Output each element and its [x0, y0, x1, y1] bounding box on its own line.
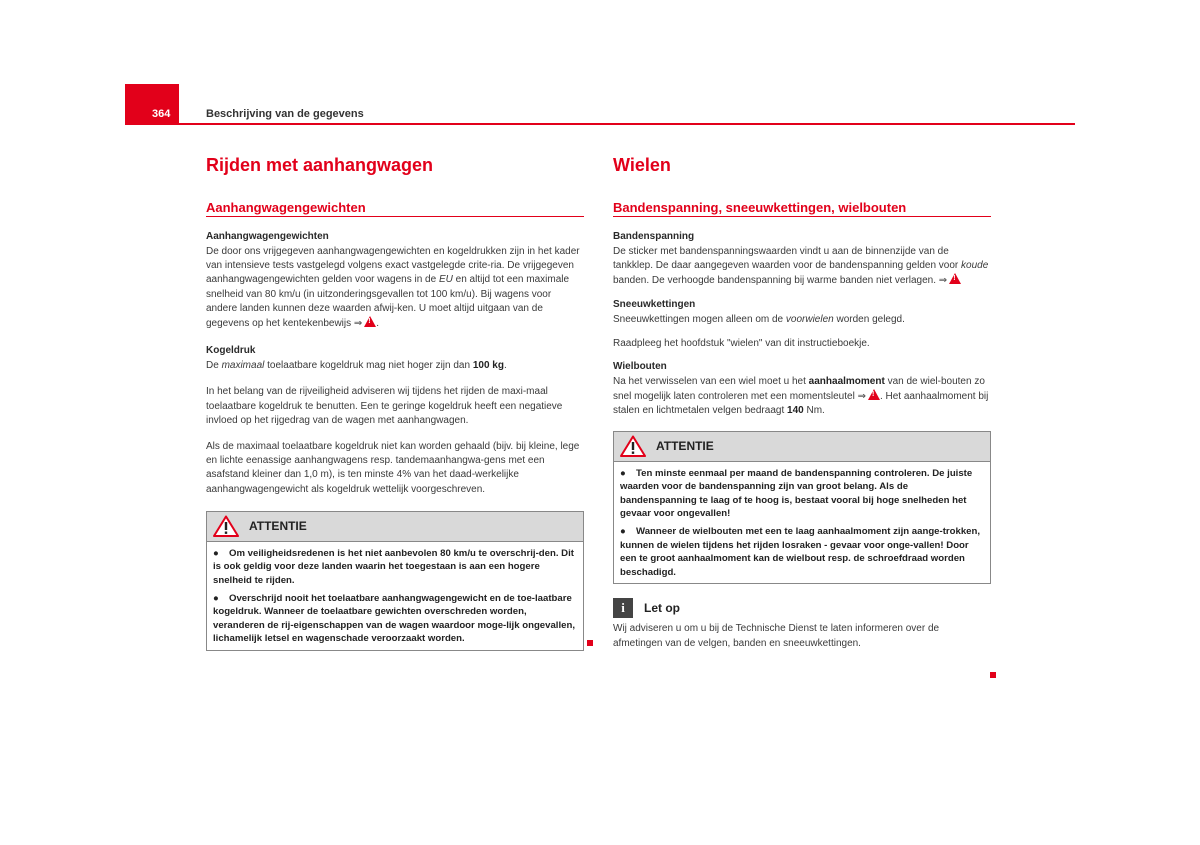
attentie-item: ● Wanneer de wielbouten met een te laag aanhaalmoment zijn aange-trokken, kunnen de wielen tijdens het rijden losraken - gevaar voor onge-vallen! Door een te groot aanhaalmoment kan de wielbout resp. de schroefdraad worden beschadigd. — [620, 526, 981, 578]
paragraph-wielbouten: Na het verwisselen van een wiel moet u het aanhaalmoment van de wiel-bouten zo snel mogelijk laten controleren met een momentsleutel ⇒! . Het aanhaalmoment bij stalen en lichtmetalen velgen bedraagt 140 Nm. — [613, 375, 991, 419]
left-column — [206, 155, 584, 651]
heading-bandenspanning: Bandenspanning — [613, 231, 695, 242]
note-title: Let op — [644, 601, 680, 616]
section-title: Wielen — [613, 155, 671, 175]
running-header: Beschrijving van de gegevens — [206, 108, 364, 120]
subsection-title: Aanhangwagengewichten — [206, 200, 584, 217]
paragraph-sneeuwkettingen-1: Sneeuwkettingen mogen alleen om de voorwielen worden gelegd. — [613, 313, 905, 325]
right-column — [613, 155, 991, 651]
paragraph-kogeldruk-1: De maximaal toelaatbare kogeldruk mag niet hoger zijn dan 100 kg. — [206, 360, 507, 372]
end-of-section-marker — [990, 672, 996, 678]
warning-triangle-icon — [213, 515, 239, 537]
attentie-item: ● Overschrijd nooit het toelaatbare aanhangwagengewicht en de toe-laatbare kogeldruk. Wanneer de toelaatbare gewichten overschreden worden, veranderen de rij-eigenschappen van de wagen waardoor moge-lijk ongevallen, lichamelijk letsel en wagenschade veroorzaakt worden. — [213, 592, 576, 645]
paragraph-kogeldruk-3: Als de maximaal toelaatbare kogeldruk niet kan worden gehaald (bijv. bij kleine, lege en lichte eenassige aanhangwagens resp. tandemaanhangwa-gens met een asafstand kleiner dan 1,0 m), is ten minste 4% van het daad-werkelijke aanhangwagengewicht als kogeldruk wettelijk voorgeschreven. — [206, 441, 580, 495]
attentie-title: ATTENTIE — [249, 519, 307, 534]
paragraph-bandenspanning: De sticker met bandenspanningswaarden vindt u aan de binnenzijde van de tankklep. De daar aangegeven waarden voor de bandenspanning gelden voor koude banden. De verhoogde bandenspanning bij warme banden niet verlagen. ⇒! — [613, 245, 991, 289]
heading-weights: Aanhangwagengewichten — [206, 231, 329, 242]
info-icon: i — [613, 598, 633, 618]
paragraph-kogeldruk-2: In het belang van de rijveiligheid adviseren wij tijdens het rijden de maxi-maal toelaatbare kogeldruk te benutten. Een te geringe kogeldruk heeft een negatieve invloed op het rijgedrag van de wagen met aanhangwagen. — [206, 386, 563, 426]
note-text: Wij adviseren u om u bij de Technische Dienst te laten informeren over de afmetingen van de velgen, banden en sneeuwkettingen. — [613, 623, 940, 649]
warning-icon[interactable] — [364, 316, 376, 327]
header-rule — [125, 123, 1075, 125]
end-of-section-marker — [587, 640, 593, 646]
attentie-title: ATTENTIE — [656, 439, 714, 454]
heading-wielbouten: Wielbouten — [613, 361, 667, 373]
attentie-box — [613, 431, 991, 585]
subsection-title: Bandenspanning, sneeuwkettingen, wielbouten — [613, 200, 991, 217]
heading-kogeldruk: Kogeldruk — [206, 345, 256, 357]
attentie-header — [614, 432, 990, 462]
warning-triangle-icon — [620, 435, 646, 457]
warning-icon[interactable] — [868, 389, 880, 400]
attentie-header — [207, 512, 583, 542]
section-title: Rijden met aanhangwagen — [206, 155, 434, 175]
paragraph-weights: De door ons vrijgegeven aanhangwagengewichten en kogeldrukken zijn in het kader van intensieve tests vastgelegd volgens exact vastgelegde crite-ria. De vrijgegeven aanhangwagengewichten gelden voor wagens in de EU en altijd tot een maximale snelheid van 80 km/u (in uitzonderingsgevallen tot 100 km/u). Bij wagens voor andere landen kunnen deze waarden afwij-ken. U moet altijd uitgaan van de gegevens op het kentekenbewijs ⇒! . — [206, 245, 584, 331]
note-header — [613, 598, 991, 618]
page-number: 364 — [152, 108, 171, 120]
paragraph-sneeuwkettingen-2: Raadpleeg het hoofdstuk "wielen" van dit instructieboekje. — [613, 337, 870, 349]
attentie-box — [206, 511, 584, 651]
attentie-item: ● Ten minste eenmaal per maand de bandenspanning controleren. De juiste waarden voor de bandenspanning zijn van groot belang. Als de bandenspanning te laag of te hoog is, bestaat vooral bij hoge snelheden het gevaar voor ongevallen! — [620, 467, 973, 520]
warning-icon[interactable] — [949, 273, 961, 284]
attentie-item: ● Om veiligheidsredenen is het niet aanbevolen 80 km/u te overschrij-den. Dit is ook geldig voor deze landen waarin het toegestaan is aan een hogere snelheid te rijden. — [213, 547, 574, 587]
heading-sneeuwkettingen: Sneeuwkettingen — [613, 298, 696, 310]
